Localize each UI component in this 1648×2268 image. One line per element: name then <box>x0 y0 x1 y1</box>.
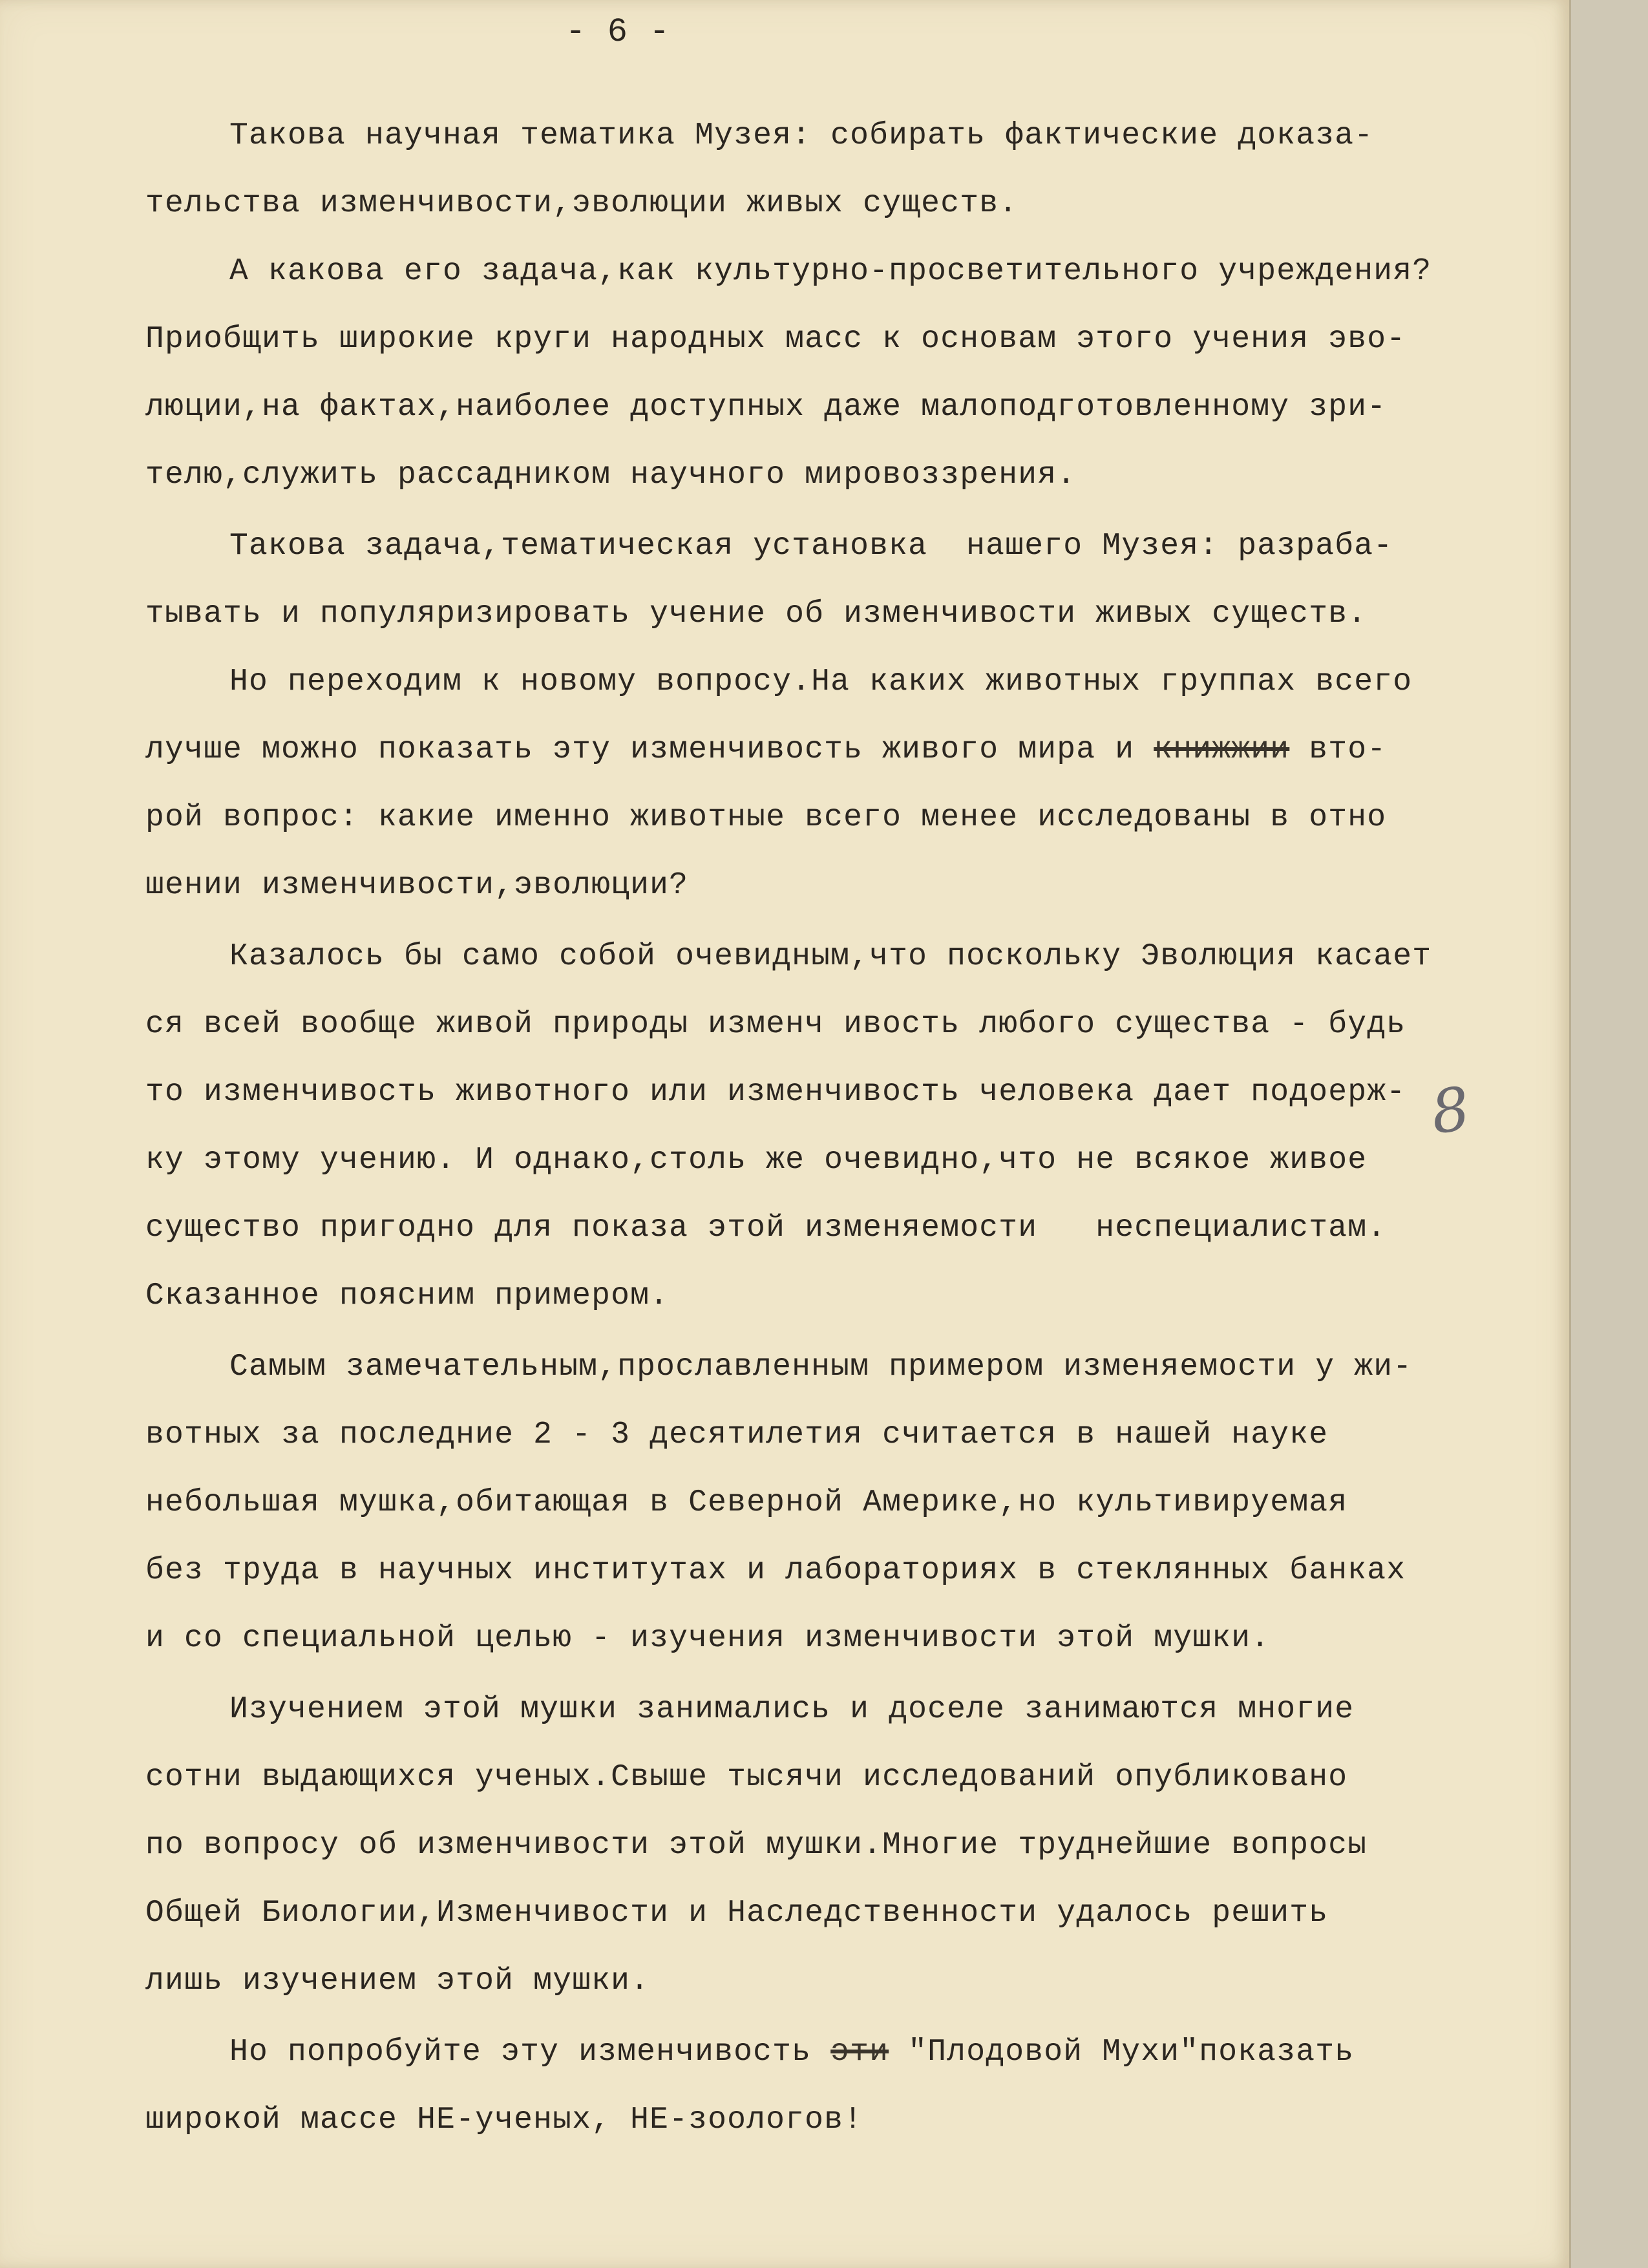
text-line: сотни выдающихся ученых.Свыше тысячи исследований опубликовано <box>145 1760 1348 1795</box>
text-line: Приобщить широкие круги народных масс к основам этого учения эво- <box>145 322 1406 357</box>
text-line: Такова научная тематика Музея: собирать фактические доказа- <box>229 118 1374 153</box>
text-line: шении изменчивости,эволюции? <box>145 868 689 903</box>
page-edge <box>1569 0 1648 2268</box>
text-line: без труда в научных институтах и лабораториях в стеклянных банках <box>145 1553 1406 1588</box>
struck-out-word: эти <box>830 2035 889 2070</box>
text-segment: лучше можно показать эту изменчивость живого мира и <box>145 732 1154 767</box>
text-line: ку этому учению. И однако,столь же очевидно,что не всякое живое <box>145 1143 1368 1178</box>
text-line: небольшая мушка,обитающая в Северной Америке,но культивируемая <box>145 1485 1348 1520</box>
text-line: тывать и популяризировать учение об изменчивости живых существ. <box>145 597 1368 631</box>
text-line <box>229 2033 1354 2072</box>
text-line: Изучением этой мушки занимались и доселе занимаются многие <box>229 1692 1355 1727</box>
text-line: люции,на фактах,наиболее доступных даже малоподготовленному зри- <box>145 390 1387 425</box>
text-line: и со специальной целью - изучения изменчивости этой мушки. <box>145 1621 1271 1656</box>
text-line: лишь изучением этой мушки. <box>145 1964 650 1998</box>
text-line: тельства изменчивости,эволюции живых существ. <box>145 186 1019 221</box>
text-line: Такова задача,тематическая установка нашего Музея: разраба- <box>229 529 1393 564</box>
page-number: - 6 - <box>565 13 671 51</box>
text-line: рой вопрос: какие именно животные всего менее исследованы в отно <box>145 800 1387 835</box>
text-segment: Но попробуйте эту изменчивость <box>229 2035 831 2070</box>
text-line: Сказанное поясним примером. <box>145 1278 670 1313</box>
text-line <box>145 730 1386 769</box>
text-line: телю,служить рассадником научного мировоззрения. <box>145 458 1077 493</box>
text-segment: вто- <box>1289 732 1387 767</box>
text-line: по вопросу об изменчивости этой мушки.Многие труднейшие вопросы <box>145 1828 1368 1863</box>
text-segment: "Плодовой Мухи"показать <box>889 2035 1355 2070</box>
text-line: Казалось бы само собой очевидным,что поскольку Эволюция касает <box>229 939 1432 974</box>
text-line: Самым замечательным,прославленным примером изменяемости у жи- <box>229 1350 1413 1384</box>
struck-out-word: книжжии <box>1154 732 1290 767</box>
text-line: Общей Биологии,Изменчивости и Наследственности удалось решить <box>145 1896 1329 1931</box>
text-line: то изменчивость животного или изменчивость человека дает подоерж- <box>145 1075 1406 1110</box>
text-line: ся всей вообще живой природы изменч ивость любого существа - будь <box>145 1007 1406 1042</box>
text-line: широкой массе НЕ-ученых, НЕ-зоологов! <box>145 2103 863 2137</box>
text-line: Но переходим к новому вопросу.На каких животных группах всего <box>229 664 1413 699</box>
text-line: существо пригодно для показа этой изменяемости неспециалистам. <box>145 1211 1387 1245</box>
pencil-page-mark: 8 <box>1426 1074 1474 1148</box>
text-line: вотных за последние 2 - 3 десятилетия считается в нашей науке <box>145 1417 1329 1452</box>
text-line: А какова его задача,как культурно-просветительного учреждения? <box>229 254 1432 289</box>
